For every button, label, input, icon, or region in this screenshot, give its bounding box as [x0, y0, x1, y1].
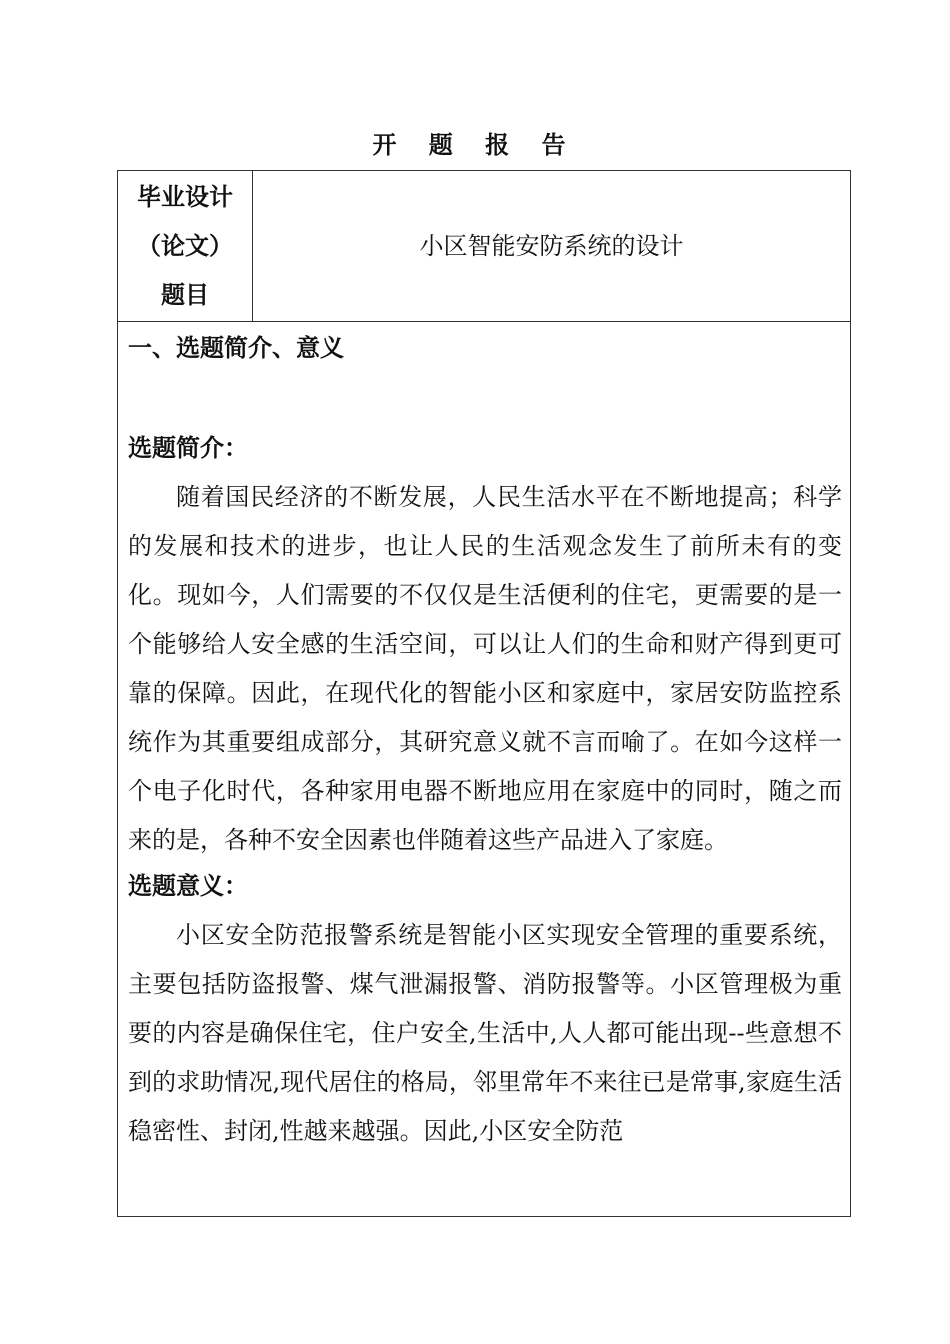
title-label-cell	[118, 171, 252, 321]
document-title: 开 题 报 告	[372, 131, 578, 159]
intro-heading: 选题简介：	[128, 434, 248, 462]
section-content	[128, 331, 842, 1156]
title-label: 毕业设计（论文）题目	[137, 182, 233, 309]
section-heading: 一、选题简介、意义	[128, 334, 344, 362]
title-value-cell	[253, 171, 850, 321]
spacer	[128, 365, 842, 431]
row-divider	[118, 321, 850, 322]
intro-paragraph: 随着国民经济的不断发展，人民生活水平在不断地提高；科学的发展和技术的进步，也让人民的生活观念发生了前所未有的变化。现如今，人们需要的不仅仅是生活便利的住宅，更需要的是一个能够给人安全感的生活空间，可以让人们的生命和财产得到更可靠的保障。因此，在现代化的智能小区和家庭中，家居安防监控系统作为其重要组成部分，其研究意义就不言而喻了。在如今这样一个电子化时代，各种家用电器不断地应用在家庭中的同时，随之而来的是，各种不安全因素也伴随着这些产品进入了家庭。	[128, 483, 842, 854]
proposal-table	[117, 170, 851, 1217]
thesis-title: 小区智能安防系统的设计	[419, 232, 684, 260]
meaning-heading: 选题意义：	[128, 872, 248, 900]
meaning-paragraph: 小区安全防范报警系统是智能小区实现安全管理的重要系统，主要包括防盗报警、煤气泄漏报警、消防报警等。小区管理极为重要的内容是确保住宅，住户安全,生活中,人人都可能出现--些意想不到的求助情况,现代居住的格局，邻里常年不来往已是常事,家庭生活稳密性、封闭,性越来越强。因此,小区安全防范	[128, 921, 842, 1145]
